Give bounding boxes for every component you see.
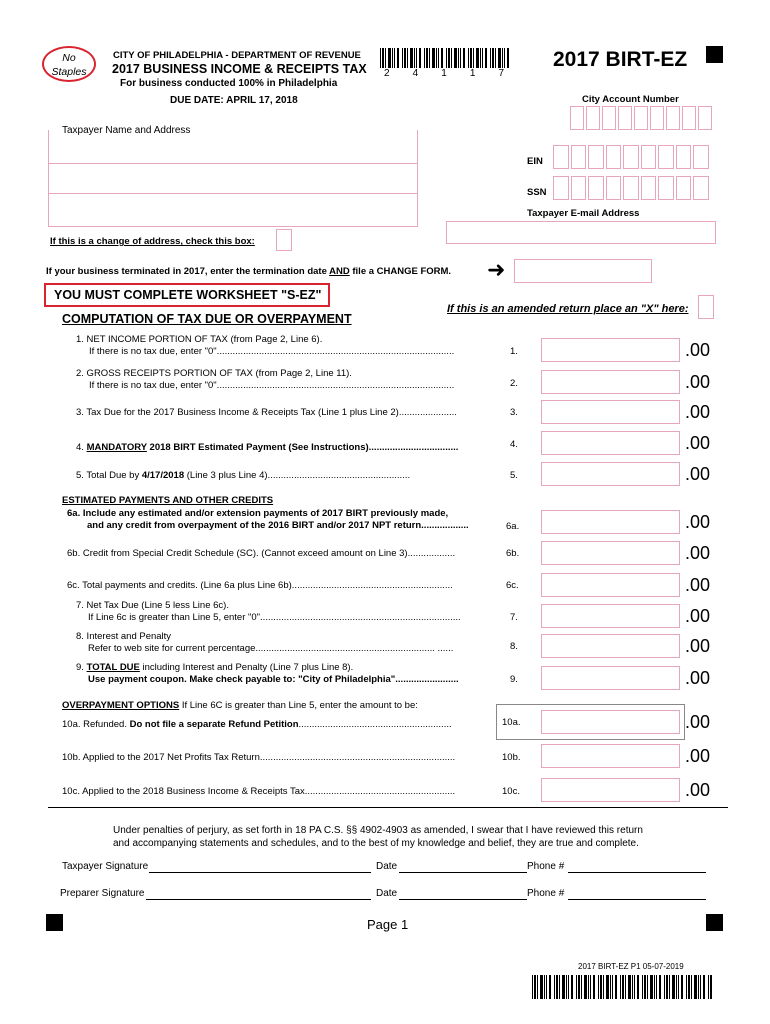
section-divider — [48, 807, 728, 808]
barcode-bar — [382, 48, 384, 68]
line-5-cents: .00 — [685, 464, 711, 484]
line-4-mandatory: MANDATORY — [86, 442, 147, 453]
bottom-barcode — [532, 975, 714, 999]
preparer-date-label: Date — [376, 888, 398, 899]
barcode-bar — [388, 48, 391, 68]
barcode-bar — [468, 48, 469, 68]
line-8-number: 8. — [510, 641, 518, 652]
barcode-bar — [549, 975, 551, 999]
barcode-bar — [634, 975, 635, 999]
digit-cell[interactable] — [698, 106, 712, 130]
barcode-bar — [568, 975, 569, 999]
barcode-bar — [584, 975, 587, 999]
barcode-bar — [432, 48, 435, 68]
preparer-phone-label: Phone # — [527, 888, 565, 899]
barcode-bar — [654, 975, 655, 999]
barcode-bar — [470, 48, 472, 68]
line-6a-text: 6a. Include any estimated and/or extension payments of 2017 BIRT previously made, — [67, 508, 449, 519]
line-4-amount-field[interactable] — [541, 431, 680, 455]
form-revision: 2017 BIRT-EZ P1 05-07-2019 — [578, 962, 684, 971]
terminated-text-end: file a CHANGE FORM. — [349, 266, 452, 277]
barcode-bar — [708, 975, 709, 999]
barcode-bar — [392, 48, 393, 68]
barcode-bar — [710, 975, 712, 999]
email-field[interactable] — [446, 221, 716, 244]
taxpayer-date-line[interactable] — [399, 872, 527, 873]
ein-label: EIN — [527, 156, 543, 167]
taxpayer-signature-label: Taxpayer Signature — [62, 861, 149, 872]
barcode-bar — [612, 975, 613, 999]
line-10a-text-rest: .......................................................... — [298, 719, 452, 730]
digit-cell[interactable] — [634, 106, 648, 130]
barcode-bar — [429, 48, 430, 68]
barcode-bar — [556, 975, 558, 999]
no-staples-line2: Staples — [51, 66, 87, 78]
barcode-bar — [590, 975, 591, 999]
taxpayer-phone-line[interactable] — [568, 872, 706, 873]
barcode-bar — [669, 975, 670, 999]
line-10b-amount-field[interactable] — [541, 744, 680, 768]
line-6a-amount-field[interactable] — [541, 510, 680, 534]
barcode-bar — [448, 48, 450, 68]
digit-cell[interactable] — [676, 145, 692, 169]
line-10a-bold: Do not file a separate Refund Petition — [129, 719, 299, 730]
city-account-field[interactable] — [570, 106, 715, 130]
credits-heading: ESTIMATED PAYMENTS AND OTHER CREDITS — [62, 495, 274, 506]
digit-cell[interactable] — [658, 176, 674, 200]
barcode-bar — [502, 48, 503, 68]
barcode-bar — [600, 975, 602, 999]
barcode-digit: 4 — [412, 68, 419, 79]
barcode-bar — [537, 975, 538, 999]
page-number: Page 1 — [367, 917, 409, 932]
line-2-text-2: If there is no tax due, enter "0".......................................................................................... — [89, 380, 455, 391]
barcode-bar — [532, 975, 533, 999]
digit-cell[interactable] — [586, 106, 600, 130]
barcode-bar — [578, 975, 580, 999]
barcode-bar — [632, 975, 633, 999]
line-7-amount-field[interactable] — [541, 604, 680, 628]
line-10a-text: 10a. Refunded. — [62, 719, 130, 730]
barcode-bar — [603, 975, 604, 999]
section-title: COMPUTATION OF TAX DUE OR OVERPAYMENT — [62, 312, 352, 326]
digit-cell[interactable] — [641, 176, 657, 200]
line-10c-amount-field[interactable] — [541, 778, 680, 802]
line-6a-description — [67, 508, 469, 532]
line-10b-text: 10b. Applied to the 2017 Net Profits Tax Return.......................................................................... — [62, 752, 456, 763]
line-10c-number: 10c. — [502, 786, 520, 797]
barcode-bar — [460, 48, 461, 68]
perjury-statement — [113, 824, 643, 850]
line-4-number: 4. — [510, 439, 518, 450]
line-9-total-due: TOTAL DUE — [86, 662, 140, 673]
barcode-bar — [615, 975, 617, 999]
line-4-cents: .00 — [685, 433, 711, 453]
barcode-bar — [686, 975, 687, 999]
line-6a-number: 6a. — [506, 521, 520, 532]
line-9-text: 9. — [76, 662, 87, 673]
barcode-bar — [492, 48, 494, 68]
barcode-bar — [385, 48, 386, 68]
line-6b-text: 6b. Credit from Special Credit Schedule (SC). (Cannot exceed amount on Line 3).................. — [67, 548, 456, 559]
barcode-bar — [698, 975, 699, 999]
digit-cell[interactable] — [606, 176, 622, 200]
barcode-bar — [703, 975, 705, 999]
barcode-bar — [642, 975, 643, 999]
barcode-bar — [416, 48, 417, 68]
line-7-cents: .00 — [685, 606, 711, 626]
line-10b-cents: .00 — [685, 746, 711, 766]
digit-cell[interactable] — [588, 145, 604, 169]
line-8-description — [76, 631, 453, 655]
line-3-cents: .00 — [685, 402, 711, 422]
line-5-due-date: 4/17/2018 — [141, 470, 185, 481]
termination-date-field[interactable] — [514, 259, 652, 283]
top-barcode — [380, 48, 512, 68]
line-9-text-2: Use payment coupon. Make check payable to: "City of Philadelphia"........................ — [88, 674, 459, 685]
digit-cell[interactable] — [623, 176, 639, 200]
taxpayer-signature-line[interactable] — [149, 872, 371, 873]
terminated-label — [46, 266, 451, 277]
line-2-cents: .00 — [685, 372, 711, 392]
change-address-checkbox[interactable] — [276, 229, 292, 251]
barcode-bar — [414, 48, 415, 68]
worksheet-notice — [44, 283, 330, 307]
digit-cell[interactable] — [676, 176, 692, 200]
barcode-bar — [394, 48, 395, 68]
barcode-bar — [436, 48, 437, 68]
digit-cell[interactable] — [650, 106, 664, 130]
ssn-field[interactable] — [553, 176, 713, 200]
barcode-bar — [424, 48, 425, 68]
line-6b-cents: .00 — [685, 543, 711, 563]
line-8-amount-field[interactable] — [541, 634, 680, 658]
barcode-bar — [647, 975, 648, 999]
digit-cell[interactable] — [571, 176, 587, 200]
barcode-bar — [628, 975, 631, 999]
barcode-bar — [458, 48, 459, 68]
barcode-bar — [566, 975, 567, 999]
worksheet-notice-text: YOU MUST COMPLETE WORKSHEET "S-EZ" — [54, 288, 322, 302]
ein-field[interactable] — [553, 145, 713, 169]
line-9-description — [76, 662, 459, 686]
line-1-text: 1. NET INCOME PORTION OF TAX (from Page 2, Line 6). — [76, 334, 323, 345]
barcode-bar — [546, 975, 547, 999]
digit-cell[interactable] — [666, 106, 680, 130]
line-1-cents: .00 — [685, 340, 711, 360]
line-10b-number: 10b. — [502, 752, 521, 763]
terminated-text: If your business terminated in 2017, enter the termination date — [46, 266, 330, 277]
barcode-bar — [576, 975, 577, 999]
line-3-amount-field[interactable] — [541, 400, 680, 424]
taxpayer-date-label: Date — [376, 861, 398, 872]
department-name: CITY OF PHILADELPHIA - DEPARTMENT OF REVENUE — [113, 50, 361, 61]
barcode-bar — [463, 48, 465, 68]
line-7-description — [76, 600, 461, 624]
overpayment-note: If Line 6C is greater than Line 5, enter the amount to be: — [179, 700, 418, 711]
no-staples-badge — [42, 46, 96, 82]
arrow-right-icon: ➜ — [487, 257, 506, 282]
line-1-text-2: If there is no tax due, enter "0".......................................................................................... — [89, 346, 455, 357]
digit-cell[interactable] — [618, 106, 632, 130]
barcode-bar — [498, 48, 501, 68]
barcode-bar — [581, 975, 582, 999]
barcode-bar — [562, 975, 565, 999]
barcode-bar — [678, 975, 679, 999]
preparer-phone-line[interactable] — [568, 899, 706, 900]
line-10a-description — [62, 719, 452, 731]
line-6b-number: 6b. — [506, 548, 520, 559]
barcode-bar — [485, 48, 487, 68]
barcode-bar — [666, 975, 668, 999]
barcode-bar — [544, 975, 545, 999]
line-6c-number: 6c. — [506, 580, 519, 591]
line-5-text-rest: (Line 3 plus Line 4)...................................................... — [184, 470, 411, 481]
barcode-bar — [397, 48, 399, 68]
digit-cell[interactable] — [602, 106, 616, 130]
preparer-date-line[interactable] — [399, 899, 527, 900]
barcode-bar — [454, 48, 457, 68]
barcode-digits — [384, 68, 504, 79]
address-line — [49, 193, 417, 194]
due-date: DUE DATE: APRIL 17, 2018 — [170, 95, 298, 106]
barcode-bar — [554, 975, 555, 999]
taxpayer-name-address-box[interactable] — [48, 130, 418, 227]
line-10c-cents: .00 — [685, 780, 711, 800]
barcode-digit: 1 — [441, 68, 447, 79]
digit-cell[interactable] — [693, 145, 709, 169]
barcode-bar — [441, 48, 443, 68]
line-5-text: 5. Total Due by — [76, 470, 142, 481]
registration-mark — [706, 46, 723, 63]
digit-cell[interactable] — [553, 176, 569, 200]
line-7-number: 7. — [510, 612, 518, 623]
barcode-bar — [656, 975, 657, 999]
barcode-digit: 2 — [384, 68, 390, 79]
line-2-number: 2. — [510, 378, 518, 389]
barcode-bar — [672, 975, 675, 999]
line-4-description — [76, 442, 458, 454]
barcode-digit: 7 — [498, 68, 504, 79]
barcode-bar — [610, 975, 611, 999]
address-line — [49, 163, 417, 164]
email-label: Taxpayer E-mail Address — [527, 208, 640, 219]
barcode-bar — [571, 975, 573, 999]
digit-cell[interactable] — [623, 145, 639, 169]
line-5-amount-field[interactable] — [541, 462, 680, 486]
barcode-bar — [598, 975, 599, 999]
barcode-bar — [507, 48, 509, 68]
line-6a-cents: .00 — [685, 512, 711, 532]
barcode-bar — [473, 48, 474, 68]
line-9-cents: .00 — [685, 668, 711, 688]
line-10c-text: 10c. Applied to the 2018 Business Income & Receipts Tax......................................................... — [62, 786, 456, 797]
barcode-bar — [637, 975, 639, 999]
barcode-bar — [495, 48, 496, 68]
barcode-bar — [380, 48, 381, 68]
line-5-description — [76, 470, 410, 482]
barcode-bar — [438, 48, 439, 68]
barcode-bar — [606, 975, 609, 999]
barcode-bar — [644, 975, 646, 999]
registration-mark — [46, 914, 63, 931]
barcode-bar — [588, 975, 589, 999]
barcode-bar — [404, 48, 406, 68]
overpayment-title: OVERPAYMENT OPTIONS — [62, 700, 180, 711]
ssn-label: SSN — [527, 187, 547, 198]
barcode-bar — [622, 975, 624, 999]
barcode-bar — [593, 975, 595, 999]
amended-checkbox[interactable] — [698, 295, 714, 319]
line-6a-text-2: and any credit from overpayment of the 2016 BIRT and/or 2017 NPT return.................. — [87, 520, 469, 531]
line-2-text: 2. GROSS RECEIPTS PORTION OF TAX (from Page 2, Line 11). — [76, 368, 352, 379]
barcode-bar — [688, 975, 690, 999]
preparer-signature-line[interactable] — [146, 899, 371, 900]
line-2-description — [76, 368, 454, 392]
barcode-digit: 1 — [469, 68, 476, 79]
barcode-bar — [490, 48, 491, 68]
digit-cell[interactable] — [570, 106, 584, 130]
barcode-bar — [419, 48, 421, 68]
line-9-text-rest: including Interest and Penalty (Line 7 plus Line 8). — [139, 662, 354, 673]
digit-cell[interactable] — [693, 176, 709, 200]
no-staples-line1: No — [62, 52, 76, 64]
barcode-bar — [446, 48, 447, 68]
barcode-bar — [482, 48, 483, 68]
barcode-bar — [700, 975, 701, 999]
barcode-bar — [691, 975, 692, 999]
barcode-bar — [681, 975, 683, 999]
preparer-signature-label: Preparer Signature — [60, 888, 145, 899]
line-1-amount-field[interactable] — [541, 338, 680, 362]
barcode-bar — [625, 975, 626, 999]
form-code: 2017 BIRT-EZ — [553, 48, 688, 71]
line-3-number: 3. — [510, 407, 518, 418]
digit-cell[interactable] — [641, 145, 657, 169]
form-subtitle: For business conducted 100% in Philadelphia — [120, 78, 338, 89]
barcode-bar — [559, 975, 560, 999]
taxpayer-phone-label: Phone # — [527, 861, 565, 872]
barcode-bar — [659, 975, 661, 999]
form-name: 2017 BUSINESS INCOME & RECEIPTS TAX — [112, 62, 367, 76]
digit-cell[interactable] — [588, 176, 604, 200]
line-8-cents: .00 — [685, 636, 711, 656]
barcode-bar — [402, 48, 403, 68]
line-8-text: 8. Interest and Penalty — [76, 631, 172, 642]
line-10a-amount-field[interactable] — [541, 710, 680, 734]
digit-cell[interactable] — [553, 145, 569, 169]
line-5-number: 5. — [510, 470, 518, 481]
digit-cell[interactable] — [571, 145, 587, 169]
barcode-bar — [480, 48, 481, 68]
perjury-line-1: Under penalties of perjury, as set forth in 18 PA C.S. §§ 4902-4903 as amended, I swear that I have reviewed this return — [113, 825, 643, 836]
line-4-text-rest: 2018 BIRT Estimated Payment (See Instructions).................................. — [146, 442, 459, 453]
barcode-bar — [694, 975, 697, 999]
line-7-text-2: If Line 6c is greater than Line 5, enter "0"............................................................................ — [88, 612, 461, 623]
registration-mark — [706, 914, 723, 931]
perjury-line-2: and accompanying statements and schedules, and to the best of my knowledge and belief, they are true and complete. — [113, 838, 639, 849]
line-10a-cents: .00 — [685, 712, 711, 732]
digit-cell[interactable] — [658, 145, 674, 169]
barcode-bar — [407, 48, 408, 68]
digit-cell[interactable] — [606, 145, 622, 169]
line-1-description — [76, 334, 454, 358]
line-4-text: 4. — [76, 442, 87, 453]
barcode-bar — [504, 48, 505, 68]
line-6c-cents: .00 — [685, 575, 711, 595]
line-10a-number: 10a. — [502, 717, 521, 728]
line-1-number: 1. — [510, 346, 518, 357]
terminated-and: AND — [329, 266, 350, 277]
line-2-amount-field[interactable] — [541, 370, 680, 394]
barcode-bar — [451, 48, 452, 68]
line-8-text-2: Refer to web site for current percentage.................................................................... ...... — [88, 643, 454, 654]
digit-cell[interactable] — [682, 106, 696, 130]
barcode-bar — [534, 975, 536, 999]
line-9-amount-field[interactable] — [541, 666, 680, 690]
barcode-bar — [426, 48, 428, 68]
city-account-label: City Account Number — [582, 94, 679, 105]
barcode-bar — [650, 975, 653, 999]
line-3-text: 3. Tax Due for the 2017 Business Income & Receipts Tax (Line 1 plus Line 2)...................... — [76, 407, 457, 418]
amended-label: If this is an amended return place an "X" here: — [447, 303, 689, 315]
line-6c-text: 6c. Total payments and credits. (Line 6a plus Line 6b)............................................................. — [67, 580, 453, 591]
line-9-number: 9. — [510, 674, 518, 685]
barcode-bar — [476, 48, 479, 68]
change-address-label: If this is a change of address, check this box: — [50, 236, 255, 247]
line-6c-amount-field[interactable] — [541, 573, 680, 597]
line-6b-amount-field[interactable] — [541, 541, 680, 565]
barcode-bar — [410, 48, 413, 68]
taxpayer-name-label: Taxpayer Name and Address — [62, 125, 191, 136]
barcode-bar — [664, 975, 665, 999]
barcode-bar — [540, 975, 543, 999]
barcode-bar — [620, 975, 621, 999]
line-7-text: 7. Net Tax Due (Line 5 less Line 6c). — [76, 600, 229, 611]
barcode-bar — [676, 975, 677, 999]
overpayment-heading — [62, 700, 418, 712]
